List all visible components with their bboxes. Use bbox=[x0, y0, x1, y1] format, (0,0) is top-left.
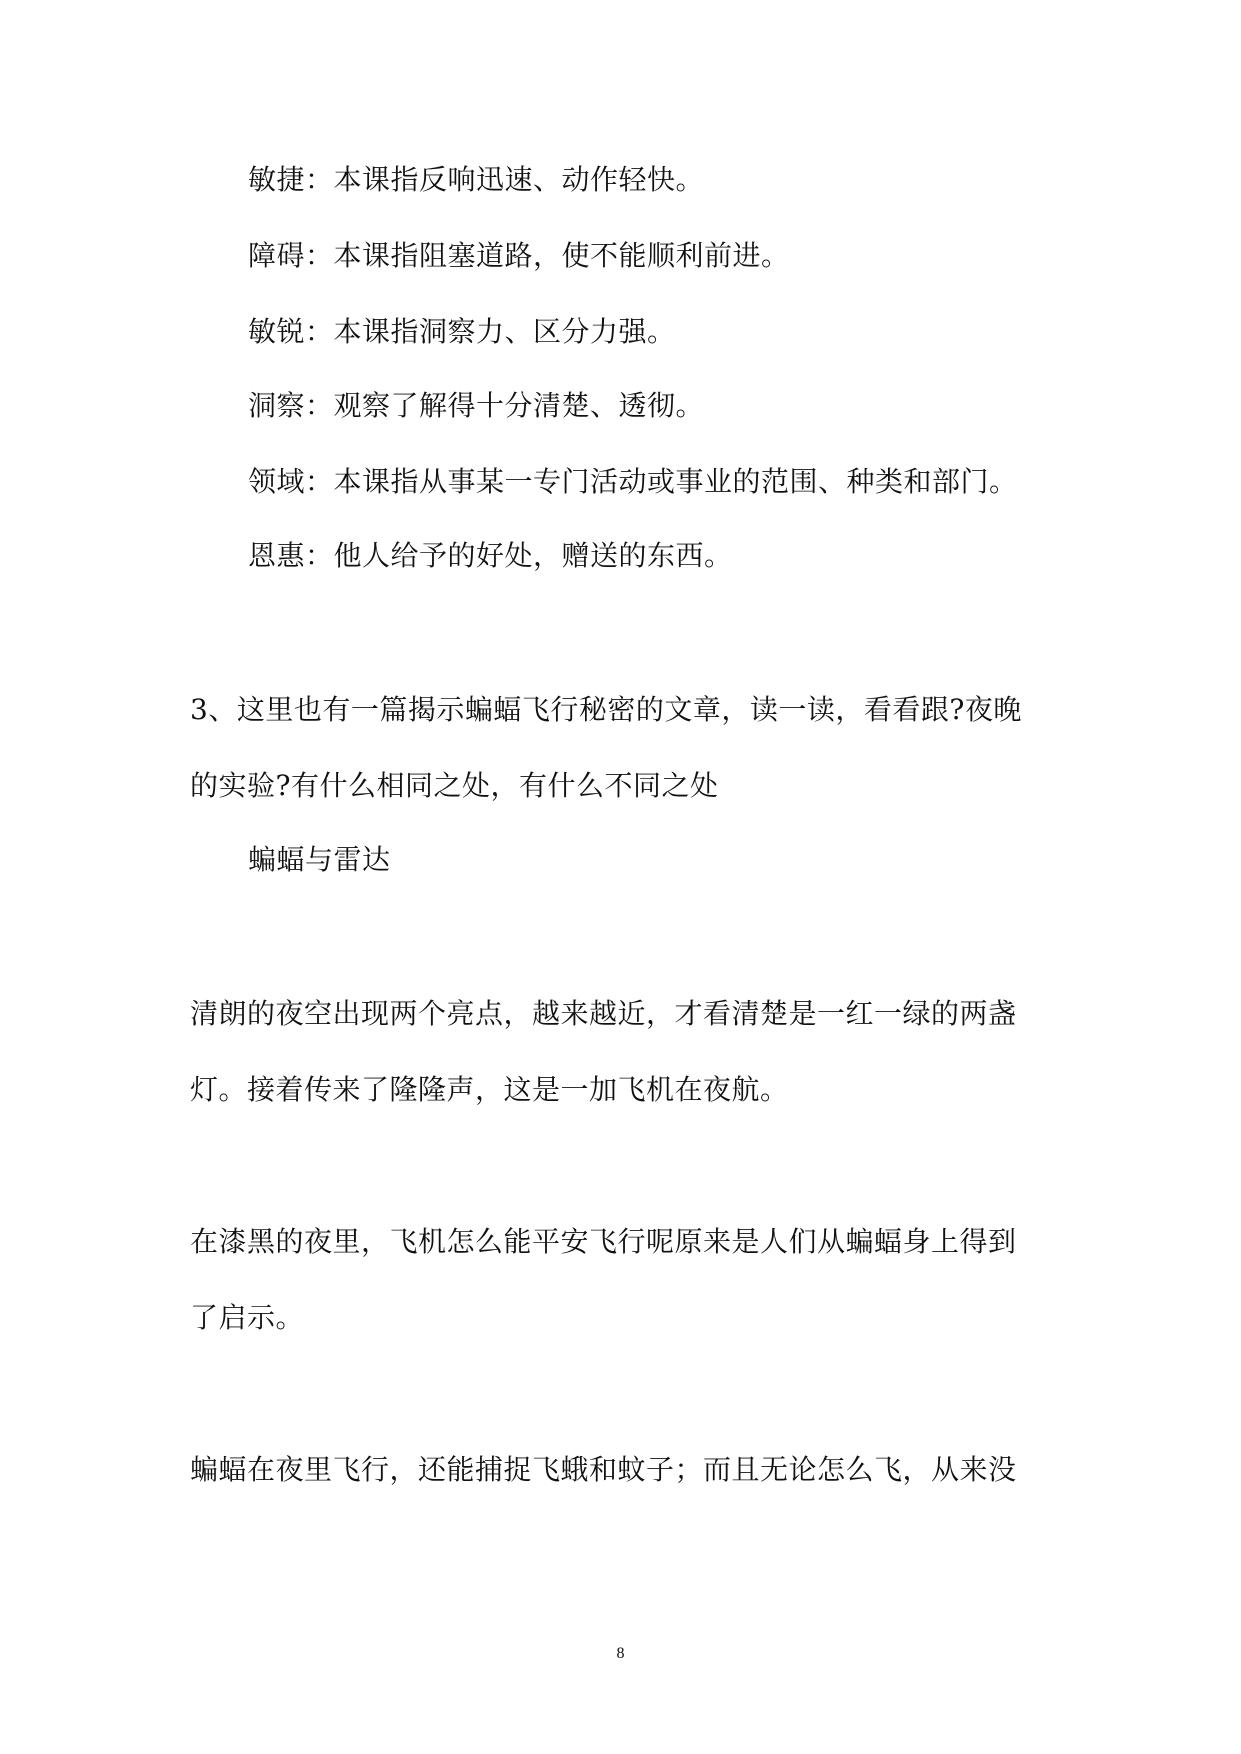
question-text: 的实验?有什么相同之处，有什么不同之处 bbox=[190, 769, 719, 802]
paragraph-line: 灯。接着传来了隆隆声，这是一加飞机在夜航。 bbox=[190, 1073, 789, 1106]
paragraph-line: 了启示。 bbox=[190, 1301, 305, 1334]
paragraph-line: 在漆黑的夜里，飞机怎么能平安飞行呢原来是人们从蝙蝠身上得到 bbox=[190, 1225, 1017, 1258]
paragraph-line: 清朗的夜空出现两个亮点，越来越近，才看清楚是一红一绿的两盏 bbox=[190, 997, 1017, 1030]
definition-line: 障碍：本课指阻塞道路，使不能顺利前进。 bbox=[248, 239, 790, 272]
paragraph-line: 蝙蝠在夜里飞行，还能捕捉飞蛾和蚊子；而且无论怎么飞，从来没 bbox=[190, 1453, 1017, 1486]
definition-line: 领域：本课指从事某一专门活动或事业的范围、种类和部门。 bbox=[248, 465, 1018, 498]
definition-line: 洞察：观察了解得十分清楚、透彻。 bbox=[248, 389, 705, 422]
question-text: 3、这里也有一篇揭示蝙蝠飞行秘密的文章，读一读，看看跟?夜晚 bbox=[190, 693, 1022, 726]
definition-line: 敏捷：本课指反响迅速、动作轻快。 bbox=[248, 163, 705, 196]
definition-line: 敏锐：本课指洞察力、区分力强。 bbox=[248, 315, 676, 348]
page-number: 8 bbox=[616, 1645, 625, 1662]
definition-line: 恩惠：他人给予的好处，赠送的东西。 bbox=[248, 539, 733, 572]
article-title: 蝙蝠与雷达 bbox=[248, 843, 391, 876]
